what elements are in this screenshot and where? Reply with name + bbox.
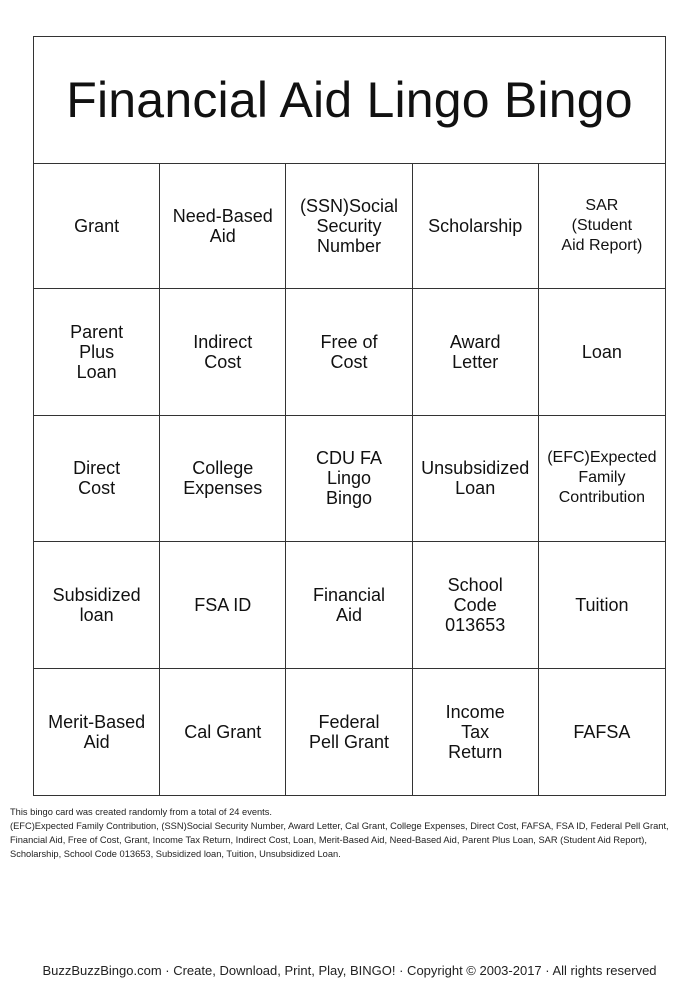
bingo-card: [33, 36, 666, 796]
bingo-cell: Loan: [539, 289, 665, 415]
bingo-cell: FAFSA: [573, 721, 631, 742]
bingo-cell: Parent Plus Loan: [34, 289, 160, 415]
card-title: Financial Aid Lingo Bingo: [34, 37, 665, 164]
bingo-cell: Tuition: [539, 542, 665, 668]
bingo-cell: Income Tax Return: [413, 669, 539, 795]
bingo-cell: CDU FA Lingo Bingo: [286, 416, 412, 542]
bingo-cell: Need-Based Aid: [160, 163, 286, 289]
bingo-cell: Scholarship: [413, 163, 539, 289]
bingo-cell: (EFC)Expected Family Contribution: [539, 416, 665, 542]
page-footer: BuzzBuzzBingo.com · Create, Download, Print, Play, BINGO! · Copyright © 2003-2017 · All rights reserved: [42, 963, 657, 978]
footnote-intro: This bingo card was created randomly from a total of 24 events.: [10, 807, 272, 817]
bingo-cell: School Code 013653: [413, 542, 539, 668]
footnote-event-list: (EFC)Expected Family Contribution, (SSN)Social Security Number, Award Letter, Cal Grant, College Expenses, Direct Cost, FAFSA, FSA ID, Federal Pell Grant, Financial Aid, Free of Cost, Grant, Income Tax Return, Indirect Cost, Loan, Merit-Based Aid, Need-Based Aid, Parent Plus Loan, SAR (Student Aid Report), Scholarship, School Code 013653, Subsidized loan, Tuition, Unsubsidized Loan.: [10, 821, 669, 859]
bingo-cell: Free of Cost: [286, 289, 412, 415]
bingo-cell: Direct Cost: [34, 416, 160, 542]
bingo-cell: Merit-Based Aid: [34, 669, 160, 795]
bingo-cell: Financial Aid: [286, 542, 412, 668]
bingo-cell: SAR (Student Aid Report): [539, 163, 665, 289]
bingo-cell: Indirect Cost: [160, 289, 286, 415]
bingo-cell: Award Letter: [413, 289, 539, 415]
bingo-cell: Subsidized loan: [34, 542, 160, 668]
bingo-grid: [34, 163, 665, 795]
bingo-cell: Federal Pell Grant: [286, 669, 412, 795]
bingo-cell: Cal Grant: [160, 669, 286, 795]
bingo-cell: Grant: [34, 163, 160, 289]
bingo-cell: Unsubsidized Loan: [413, 416, 539, 542]
bingo-cell: College Expenses: [160, 416, 286, 542]
card-footnote: [10, 805, 690, 861]
bingo-cell: (SSN)Social Security Number: [286, 163, 412, 289]
bingo-cell: FSA ID: [160, 542, 286, 668]
